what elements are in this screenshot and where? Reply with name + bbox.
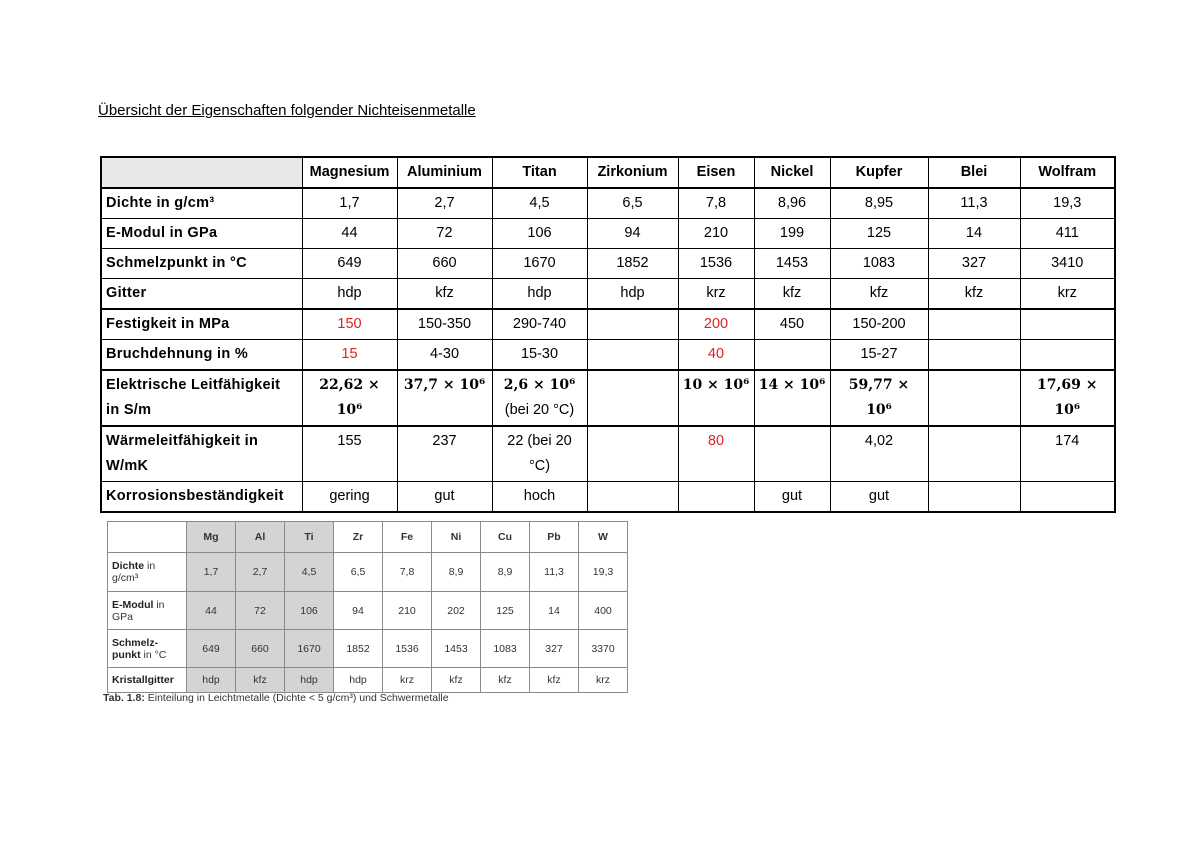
table-cell: 1083 xyxy=(830,249,928,279)
small-cell: kfz xyxy=(432,668,481,693)
small-cell: 4,5 xyxy=(285,553,334,592)
table-cell: 10 × 10⁶ xyxy=(678,370,754,426)
col-header-titan: Titan xyxy=(492,157,587,188)
properties-table xyxy=(100,156,1116,513)
table-cell: gering xyxy=(302,482,397,513)
row-label: Dichte in g/cm³ xyxy=(101,188,302,219)
table-cell xyxy=(587,426,678,482)
small-cell: 3370 xyxy=(579,630,628,668)
table-cell: gut xyxy=(397,482,492,513)
table-cell: 8,95 xyxy=(830,188,928,219)
table-cell: gut xyxy=(830,482,928,513)
table-corner-cell xyxy=(101,157,302,188)
table-cell xyxy=(928,309,1020,340)
table-cell: kfz xyxy=(754,279,830,310)
small-cell: 210 xyxy=(383,592,432,630)
table-cell: 1,7 xyxy=(302,188,397,219)
small-row-label: E-Modul in GPa xyxy=(108,592,187,630)
small-cell: 125 xyxy=(481,592,530,630)
small-col-header: Mg xyxy=(187,522,236,553)
table-row-gitter xyxy=(101,279,1115,310)
caption-label: Tab. 1.8: xyxy=(103,692,145,704)
table-cell xyxy=(587,340,678,371)
table-row-korrosion xyxy=(101,482,1115,513)
small-cell: 7,8 xyxy=(383,553,432,592)
table-cell: 72 xyxy=(397,219,492,249)
small-cell: 72 xyxy=(236,592,285,630)
small-cell: 1,7 xyxy=(187,553,236,592)
table-cell xyxy=(928,426,1020,482)
table-cell: 290-740 xyxy=(492,309,587,340)
table-cell: gut xyxy=(754,482,830,513)
table-cell xyxy=(928,340,1020,371)
small-cell: hdp xyxy=(334,668,383,693)
small-cell: 44 xyxy=(187,592,236,630)
row-label: Schmelzpunkt in °C xyxy=(101,249,302,279)
table-caption xyxy=(103,692,449,704)
small-cell: 19,3 xyxy=(579,553,628,592)
col-header-nickel: Nickel xyxy=(754,157,830,188)
small-col-header: Fe xyxy=(383,522,432,553)
small-row-e-modul xyxy=(108,592,628,630)
table-cell: 7,8 xyxy=(678,188,754,219)
small-cell: 327 xyxy=(530,630,579,668)
table-cell: 8,96 xyxy=(754,188,830,219)
row-label: Elektrische Leitfähigkeit in S/m xyxy=(101,370,302,426)
col-header-kupfer: Kupfer xyxy=(830,157,928,188)
table-cell: 17,69 × 10⁶ xyxy=(1020,370,1115,426)
small-col-header: Zr xyxy=(334,522,383,553)
small-col-header: Al xyxy=(236,522,285,553)
table-cell: hoch xyxy=(492,482,587,513)
small-cell: krz xyxy=(579,668,628,693)
small-cell: krz xyxy=(383,668,432,693)
table-cell: 6,5 xyxy=(587,188,678,219)
table-cell: 649 xyxy=(302,249,397,279)
small-cell: 1083 xyxy=(481,630,530,668)
table-cell: 80 xyxy=(678,426,754,482)
row-label: Bruchdehnung in % xyxy=(101,340,302,371)
small-col-header: Pb xyxy=(530,522,579,553)
small-cell: 2,7 xyxy=(236,553,285,592)
small-col-header: W xyxy=(579,522,628,553)
small-row-dichte xyxy=(108,553,628,592)
table-cell xyxy=(678,482,754,513)
small-cell: 8,9 xyxy=(481,553,530,592)
table-cell xyxy=(928,482,1020,513)
table-cell: kfz xyxy=(397,279,492,310)
col-header-aluminium: Aluminium xyxy=(397,157,492,188)
table-cell: 59,77 × 10⁶ xyxy=(830,370,928,426)
row-label: Gitter xyxy=(101,279,302,310)
col-header-eisen: Eisen xyxy=(678,157,754,188)
table-cell xyxy=(492,370,587,426)
table-cell xyxy=(1020,309,1115,340)
table-cell: 106 xyxy=(492,219,587,249)
table-cell: 660 xyxy=(397,249,492,279)
table-cell: 4,02 xyxy=(830,426,928,482)
small-col-header: Cu xyxy=(481,522,530,553)
table-row-schmelzpunkt xyxy=(101,249,1115,279)
small-cell: 11,3 xyxy=(530,553,579,592)
small-row-label: Kristallgitter xyxy=(108,668,187,693)
small-cell: 1852 xyxy=(334,630,383,668)
small-cell: 14 xyxy=(530,592,579,630)
table-cell: 125 xyxy=(830,219,928,249)
row-label: Wärmeleitfähigkeit in W/mK xyxy=(101,426,302,482)
small-cell: 94 xyxy=(334,592,383,630)
table-cell: kfz xyxy=(830,279,928,310)
page-heading: Übersicht der Eigenschaften folgender Nichteisenmetalle xyxy=(98,102,476,119)
table-cell: 14 xyxy=(928,219,1020,249)
table-cell: 150-350 xyxy=(397,309,492,340)
table-cell: 37,7 × 10⁶ xyxy=(397,370,492,426)
table-cell: 4-30 xyxy=(397,340,492,371)
small-cell: 106 xyxy=(285,592,334,630)
row-label: Korrosionsbeständigkeit xyxy=(101,482,302,513)
small-col-header: Ni xyxy=(432,522,481,553)
table-cell: 1852 xyxy=(587,249,678,279)
table-cell xyxy=(1020,340,1115,371)
row-label: Festigkeit in MPa xyxy=(101,309,302,340)
small-cell: 8,9 xyxy=(432,553,481,592)
table-cell: 4,5 xyxy=(492,188,587,219)
table-cell: hdp xyxy=(492,279,587,310)
col-header-magnesium: Magnesium xyxy=(302,157,397,188)
table-row-waermeleitfaehigkeit xyxy=(101,426,1115,482)
table-cell xyxy=(587,482,678,513)
small-row-label: Schmelz-punkt in °C xyxy=(108,630,187,668)
table-cell: 3410 xyxy=(1020,249,1115,279)
table-cell: krz xyxy=(678,279,754,310)
small-col-header: Ti xyxy=(285,522,334,553)
small-cell: kfz xyxy=(530,668,579,693)
table-cell: 2,7 xyxy=(397,188,492,219)
caption-text: Einteilung in Leichtmetalle (Dichte < 5 g/cm³) und Schwermetalle xyxy=(144,692,449,704)
small-cell: 400 xyxy=(579,592,628,630)
table-cell: 155 xyxy=(302,426,397,482)
table-cell: 237 xyxy=(397,426,492,482)
table-cell: 150-200 xyxy=(830,309,928,340)
table-cell: 15-30 xyxy=(492,340,587,371)
table-cell xyxy=(928,370,1020,426)
small-cell: kfz xyxy=(481,668,530,693)
table-cell: 1453 xyxy=(754,249,830,279)
cell-note: (bei 20 °C) xyxy=(504,402,575,418)
table-cell: krz xyxy=(1020,279,1115,310)
col-header-zirkonium: Zirkonium xyxy=(587,157,678,188)
table-cell: 174 xyxy=(1020,426,1115,482)
table-cell xyxy=(587,370,678,426)
table-cell: 11,3 xyxy=(928,188,1020,219)
table-cell: 210 xyxy=(678,219,754,249)
table-cell: kfz xyxy=(928,279,1020,310)
table-row-festigkeit xyxy=(101,309,1115,340)
table-cell: 411 xyxy=(1020,219,1115,249)
small-cell: 660 xyxy=(236,630,285,668)
table-cell: 199 xyxy=(754,219,830,249)
small-cell: 1453 xyxy=(432,630,481,668)
table-cell: 14 × 10⁶ xyxy=(754,370,830,426)
table-row-e-modul xyxy=(101,219,1115,249)
small-cell: 202 xyxy=(432,592,481,630)
table-cell: 327 xyxy=(928,249,1020,279)
table-cell: 40 xyxy=(678,340,754,371)
table-cell xyxy=(1020,482,1115,513)
table-cell: 1670 xyxy=(492,249,587,279)
table-cell: 44 xyxy=(302,219,397,249)
small-cell: kfz xyxy=(236,668,285,693)
small-cell: 1536 xyxy=(383,630,432,668)
table-cell xyxy=(754,340,830,371)
table-cell: 200 xyxy=(678,309,754,340)
small-cell: 1670 xyxy=(285,630,334,668)
table-cell: hdp xyxy=(302,279,397,310)
table-row-dichte xyxy=(101,188,1115,219)
col-header-wolfram: Wolfram xyxy=(1020,157,1115,188)
table-cell: 15-27 xyxy=(830,340,928,371)
table-cell: hdp xyxy=(587,279,678,310)
table-cell: 94 xyxy=(587,219,678,249)
table-row-leitfaehigkeit xyxy=(101,370,1115,426)
reference-table xyxy=(107,521,628,693)
cell-value: 2,6 × 10⁶ xyxy=(503,377,576,393)
small-cell: hdp xyxy=(285,668,334,693)
small-row-label: Dichte in g/cm³ xyxy=(108,553,187,592)
small-cell: 6,5 xyxy=(334,553,383,592)
table-cell: 22 (bei 20 °C) xyxy=(492,426,587,482)
small-row-schmelzpunkt xyxy=(108,630,628,668)
table-cell: 450 xyxy=(754,309,830,340)
table-cell: 19,3 xyxy=(1020,188,1115,219)
table-cell: 1536 xyxy=(678,249,754,279)
col-header-blei: Blei xyxy=(928,157,1020,188)
table-cell xyxy=(587,309,678,340)
table-row-bruchdehnung xyxy=(101,340,1115,371)
small-cell: 649 xyxy=(187,630,236,668)
table-cell: 22,62 × 10⁶ xyxy=(302,370,397,426)
small-cell: hdp xyxy=(187,668,236,693)
table-cell: 150 xyxy=(302,309,397,340)
table-cell: 15 xyxy=(302,340,397,371)
small-row-kristallgitter xyxy=(108,668,628,693)
row-label: E-Modul in GPa xyxy=(101,219,302,249)
table-cell xyxy=(754,426,830,482)
small-corner-cell xyxy=(108,522,187,553)
